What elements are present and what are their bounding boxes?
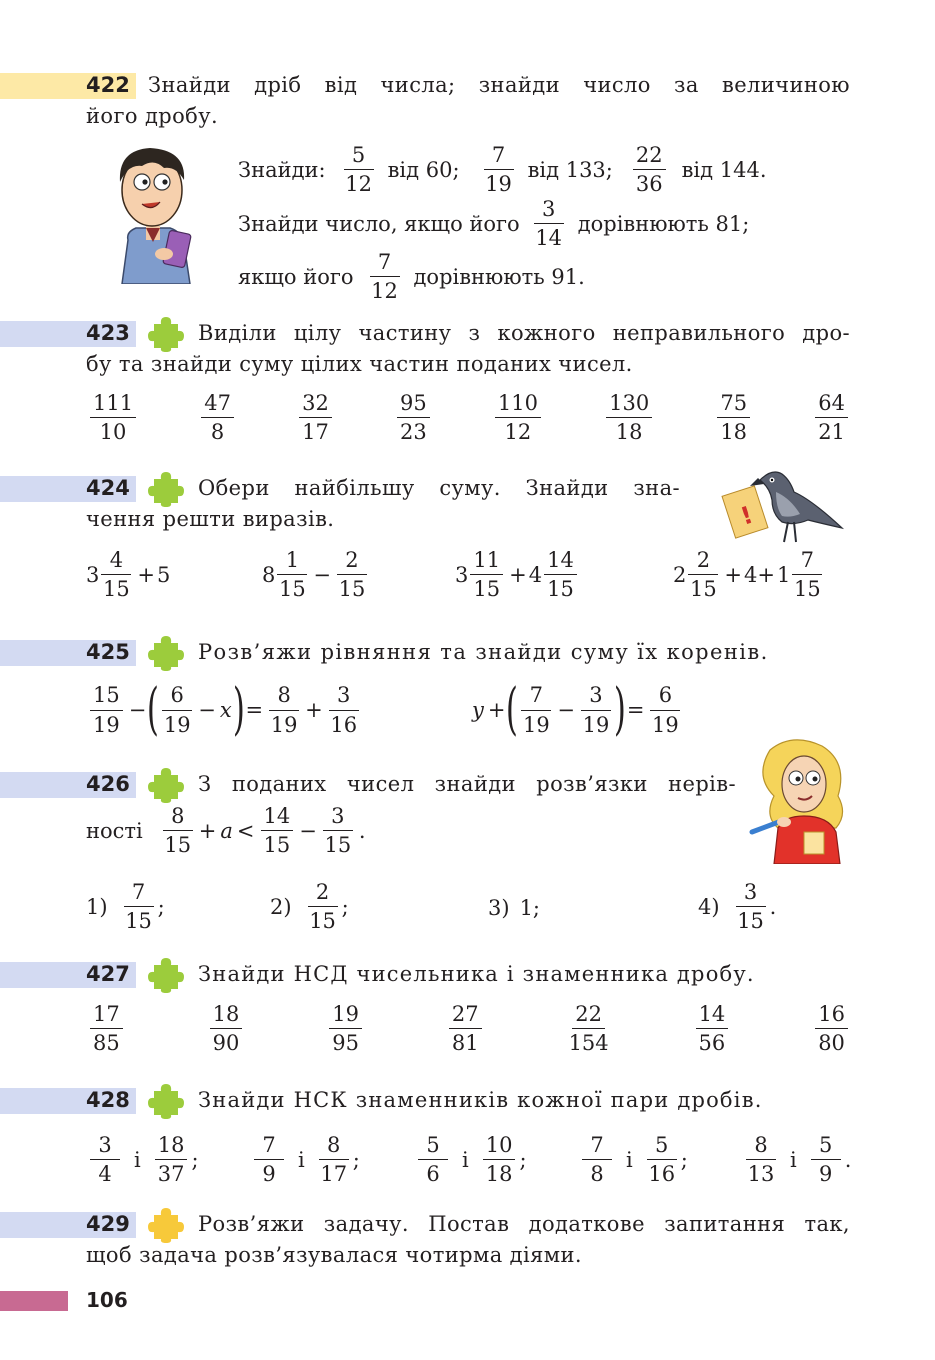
task-424-expr-3: 3 $\frac{11}{15}$ + 4 $\frac{14}{15}$ — [455, 548, 581, 601]
fraction: $\frac{16}{80}$ — [815, 1002, 848, 1055]
task-428-pair-4: $\frac{7}{8}$ і $\frac{5}{16}$ ; — [578, 1133, 688, 1186]
fraction: $\frac{11}{15}$ — [470, 548, 503, 601]
fraction: $\frac{7}{19}$ — [485, 143, 512, 197]
fraction: $\frac{15}{19}$ — [90, 683, 123, 736]
task-428-pair-2: $\frac{7}{9}$ і $\frac{8}{17}$ ; — [250, 1133, 360, 1186]
task-426-inequality-row: ності $\frac{8}{15}$ + a < $\frac{14}{15}$ − $\frac{3}{15}$ . — [86, 804, 366, 858]
fraction: $\frac{8}{17}$ — [320, 1133, 348, 1187]
fraction: $\frac{75}{18}$ — [717, 391, 750, 444]
fraction: $\frac{17}{85}$ — [90, 1002, 123, 1055]
fraction: $\frac{18}{90}$ — [210, 1002, 243, 1055]
puzzle-green-icon — [146, 955, 186, 995]
fraction: $\frac{19}{95}$ — [329, 1002, 362, 1055]
task-424-expr-2: 8 $\frac{1}{15}$ − $\frac{2}{15}$ — [262, 548, 366, 602]
fraction: $\frac{2}{15}$ — [309, 880, 336, 934]
task-423-fractions — [86, 391, 852, 444]
fraction: $\frac{47}{8}$ — [201, 391, 234, 444]
task-422-line-a — [238, 143, 767, 196]
fraction: $\frac{8}{19}$ — [270, 683, 298, 737]
fraction: $\frac{8}{15}$ — [164, 804, 192, 858]
fraction: $\frac{3}{15}$ — [737, 880, 764, 934]
fraction: $\frac{32}{17}$ — [299, 391, 332, 444]
svg-text:!: ! — [737, 500, 757, 531]
fraction: $\frac{18}{37}$ — [155, 1133, 188, 1186]
task-428-pair-1: $\frac{3}{4}$ і $\frac{18}{37}$ ; — [86, 1133, 199, 1186]
task-429-text-line2: щоб задача розв’язувалася чотирма діями. — [86, 1243, 582, 1267]
task-425-equation-1: $\frac{15}{19}$ − ( $\frac{6}{19}$ − x ) = $\frac{8}{19}$ + $\frac{3}{16}$ — [86, 682, 363, 738]
fraction: $\frac{95}{23}$ — [397, 391, 430, 444]
task-422-line-b-post: дорівнюють 81; — [577, 211, 750, 236]
fraction: $\frac{4}{15}$ — [103, 548, 130, 602]
task-423-text-line1: Виділи цілу частину з кожного неправильного дро- — [198, 321, 850, 345]
task-422-line-c — [238, 250, 585, 303]
task-426-option-4: 4) $\frac{3}{15}$ . — [698, 880, 777, 934]
task-428-text-line1: Знайди НСК знаменників кожної пари дробів. — [198, 1088, 763, 1112]
task-428-number: 428 — [86, 1088, 130, 1112]
task-425-equation-2: y + ( $\frac{7}{19}$ − $\frac{3}{19}$ ) = $\frac{6}{19}$ — [472, 677, 679, 742]
task-428-pair-5: $\frac{8}{13}$ і $\frac{5}{9}$ . — [747, 1133, 852, 1187]
fraction: $\frac{3}{19}$ — [582, 683, 610, 737]
task-422-number: 422 — [86, 73, 130, 97]
puzzle-green-icon — [146, 633, 186, 673]
task-427-text-line1: Знайди НСД чисельника і знаменника дробу. — [198, 962, 755, 986]
fraction: $\frac{2}{15}$ — [690, 548, 717, 602]
fraction: $\frac{22}{36}$ — [633, 143, 666, 196]
fraction: $\frac{3}{14}$ — [535, 197, 563, 251]
fraction: $\frac{111}{10}$ — [90, 391, 136, 444]
fraction: $\frac{5}{12}$ — [345, 143, 372, 197]
girl-illustration — [744, 736, 866, 864]
puzzle-green-icon — [146, 765, 186, 805]
fraction: $\frac{6}{19}$ — [652, 683, 679, 737]
fraction: $\frac{1}{15}$ — [279, 548, 306, 602]
fraction: $\frac{7}{9}$ — [254, 1133, 284, 1186]
task-423-text-line2: бу та знайди суму цілих частин поданих чисел. — [86, 352, 633, 376]
fraction: $\frac{14}{56}$ — [696, 1002, 729, 1055]
page-number: 106 — [86, 1288, 128, 1312]
fraction: $\frac{3}{15}$ — [324, 804, 352, 858]
fraction: $\frac{14}{15}$ — [544, 548, 577, 601]
task-422-find-label: Знайди: — [238, 157, 326, 182]
task-422-text-line2: його дробу. — [86, 104, 219, 128]
fraction: $\frac{27}{81}$ — [449, 1002, 482, 1055]
task-426-option-1: 1) $\frac{7}{15}$ ; — [86, 880, 165, 934]
fraction: $\frac{130}{18}$ — [606, 391, 652, 444]
puzzle-green-icon — [146, 314, 186, 354]
task-422-line-c-pre: якщо його — [238, 264, 354, 289]
task-425-number: 425 — [86, 640, 130, 664]
task-424-text-line2: чення решти виразів. — [86, 507, 335, 531]
task-429-number: 429 — [86, 1212, 130, 1236]
task-427-number: 427 — [86, 962, 130, 986]
task-426-option-2: 2) $\frac{2}{15}$ ; — [270, 880, 349, 934]
task-424-text-line1: Обери найбільшу суму. Знайди зна- — [198, 476, 680, 500]
boy-illustration — [106, 144, 202, 284]
fraction: $\frac{2}{15}$ — [338, 548, 366, 602]
task-429-text-line1: Розв’яжи задачу. Постав додаткове запитання так, — [198, 1212, 850, 1236]
task-423-number: 423 — [86, 321, 130, 345]
page-tab — [0, 1291, 68, 1311]
task-422-line-b-pre: Знайди число, якщо його — [238, 211, 520, 236]
puzzle-green-icon — [146, 1081, 186, 1121]
task-422-after: від 60; — [387, 157, 460, 182]
task-426-number: 426 — [86, 772, 130, 796]
task-426-option-3: 3) 1; — [488, 896, 540, 920]
fraction: $\frac{10}{18}$ — [483, 1133, 516, 1186]
task-428-pair-3: $\frac{5}{6}$ і $\frac{10}{18}$ ; — [414, 1133, 527, 1186]
fraction: $\frac{3}{16}$ — [330, 683, 358, 737]
fraction: $\frac{14}{15}$ — [261, 804, 294, 857]
fraction: $\frac{7}{12}$ — [371, 250, 398, 304]
task-422-after: від 133; — [527, 157, 613, 182]
fraction: $\frac{110}{12}$ — [495, 391, 541, 444]
fraction: $\frac{7}{15}$ — [793, 548, 821, 602]
task-422-after: від 144. — [681, 157, 767, 182]
fraction: $\frac{64}{21}$ — [815, 391, 848, 444]
fraction: $\frac{5}{16}$ — [648, 1133, 676, 1187]
crow-illustration — [720, 462, 850, 548]
task-422-line-b — [238, 197, 749, 250]
puzzle-yellow-icon — [146, 1205, 186, 1245]
task-426-text-line1: З поданих чисел знайди розв’язки нерів- — [198, 772, 736, 796]
task-424-expr-4: 2 $\frac{2}{15}$ + 4 + 1 $\frac{7}{15}$ — [673, 548, 821, 602]
task-426-text-line2: ності — [86, 818, 143, 843]
fraction: $\frac{7}{15}$ — [125, 880, 152, 934]
task-424-expr-1: 3 $\frac{4}{15}$ + 5 — [86, 548, 171, 602]
fraction: $\frac{3}{4}$ — [90, 1133, 120, 1186]
task-427-fractions — [86, 1002, 852, 1055]
fraction: $\frac{7}{19}$ — [522, 683, 550, 737]
task-424-number: 424 — [86, 476, 130, 500]
fraction: $\frac{22}{154}$ — [568, 1002, 609, 1056]
task-422-line-c-post: дорівнюють 91. — [413, 264, 585, 289]
task-422-text-line1: Знайди дріб від числа; знайди число за величиною — [148, 73, 850, 97]
fraction: $\frac{7}{8}$ — [582, 1133, 612, 1186]
fraction: $\frac{5}{6}$ — [418, 1133, 448, 1186]
task-425-text-line1: Розв’яжи рівняння та знайди суму їх коренів. — [198, 640, 769, 664]
fraction: $\frac{5}{9}$ — [811, 1133, 841, 1186]
fraction: $\frac{8}{13}$ — [747, 1133, 775, 1187]
puzzle-green-icon — [146, 469, 186, 509]
fraction: $\frac{6}{19}$ — [163, 683, 191, 737]
